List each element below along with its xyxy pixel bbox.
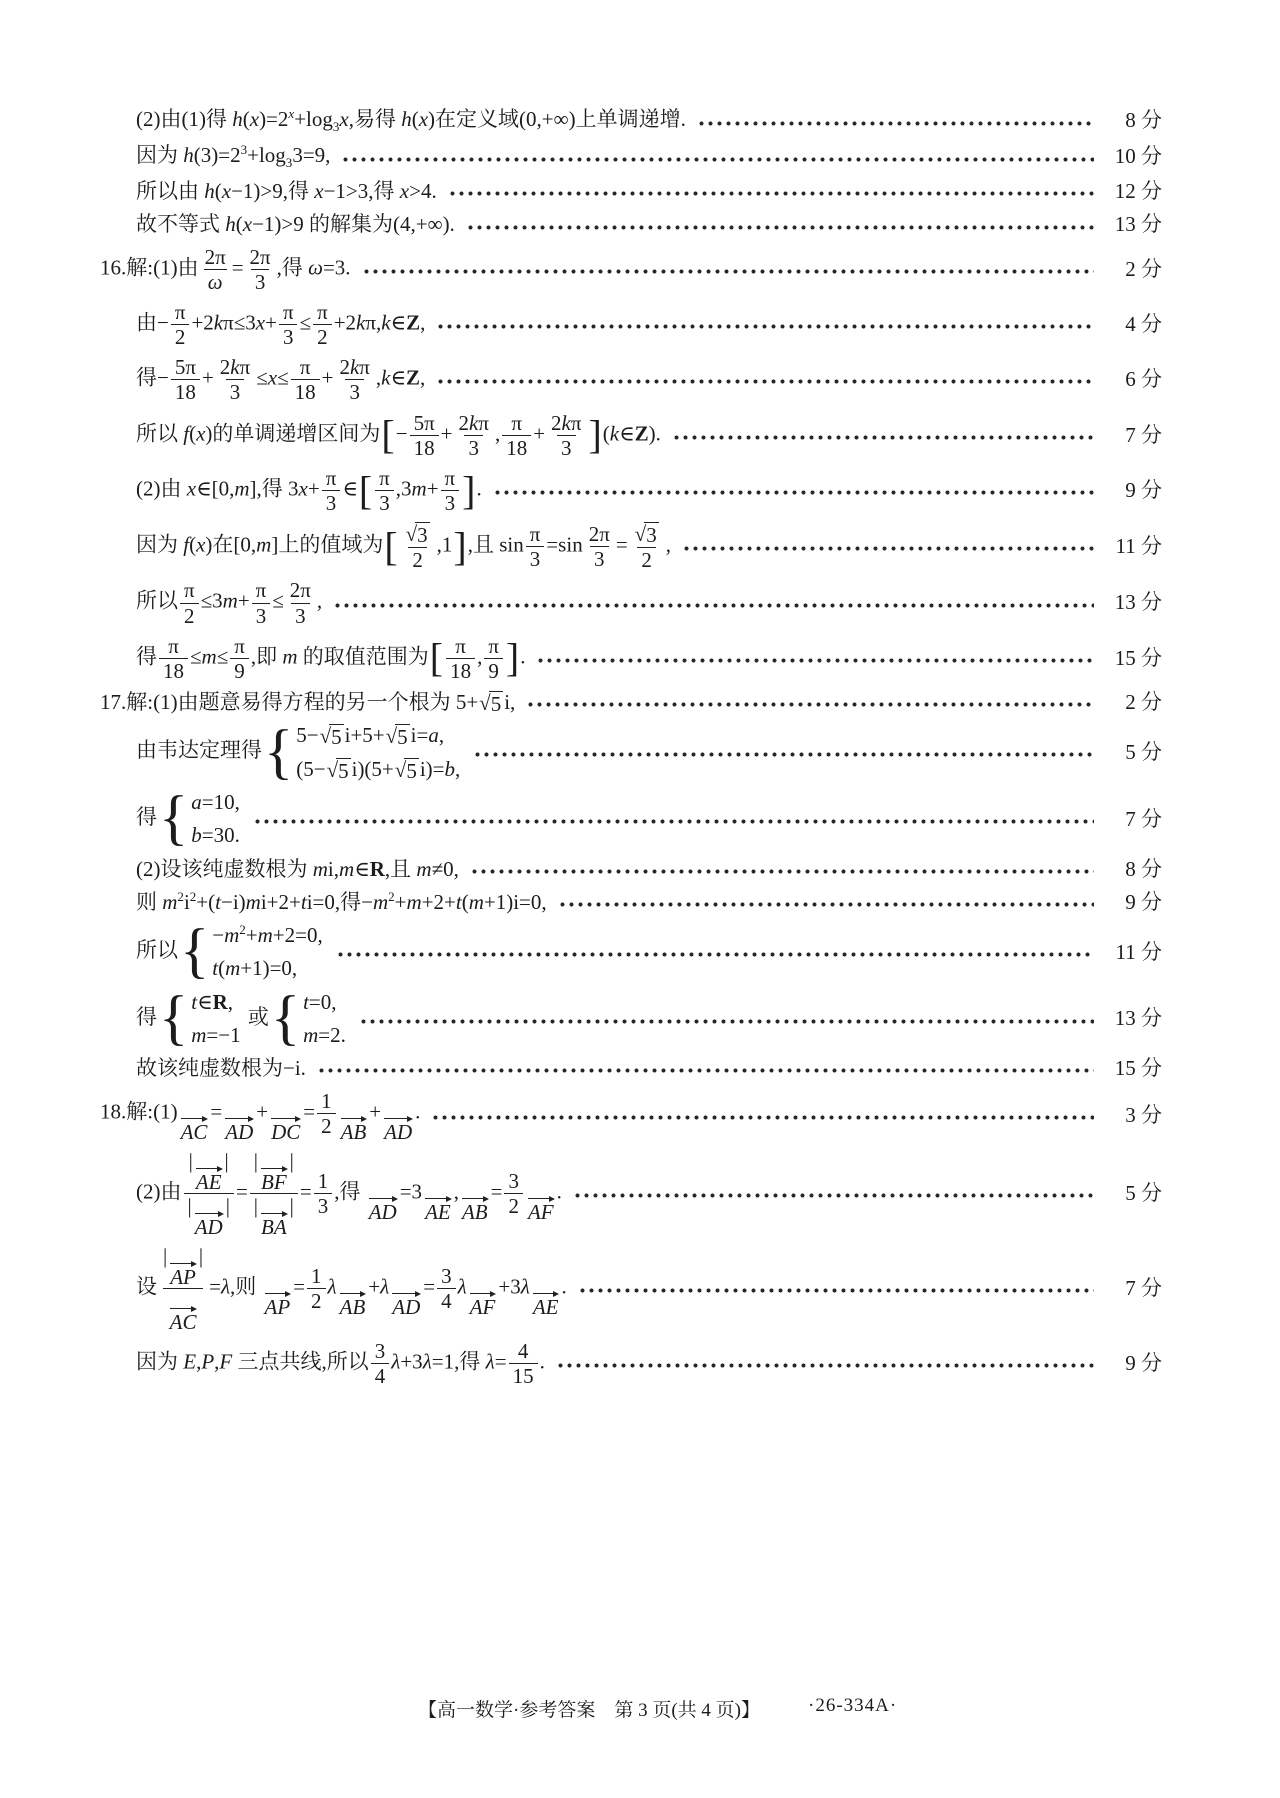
math-line-content: 故不等式 h(x−1)>9 的解集为(4,+∞). [136, 212, 455, 237]
solution-line [100, 142, 1162, 172]
solution-line [100, 689, 1162, 716]
math-line-content: 得− $\frac{5\pi}{18}$ + $\frac{2k\pi}{3}$ ≤x≤ $\frac{\pi}{18}$ + $\frac{2k\pi}{3}$ ,k∈Z, [136, 355, 426, 405]
score-label: 9 分 [1125, 477, 1162, 502]
dotted-leader [437, 378, 1094, 385]
fraction: $\frac{2\pi}{\omega}$ [204, 244, 226, 294]
solution-line [100, 856, 1162, 883]
fraction: $\frac{2k\pi}{3}$ [551, 410, 582, 460]
dotted-leader [449, 190, 1094, 197]
score-label: 5 分 [1125, 1180, 1162, 1205]
math-line-content: 18.解:(1) AC = AD + DC = $\frac{1}{2}$ AB + AD . [100, 1088, 421, 1145]
footer-paper-code: ·26-334A· [808, 1695, 898, 1716]
fraction: $\frac{\pi}{9}$ [230, 634, 249, 683]
fraction: $\frac{\pi}{18}$ [159, 634, 188, 683]
square-root: √ 5 [385, 724, 408, 750]
vector: AD [224, 1113, 254, 1143]
math-line-content: (2)由(1)得 $h(x)=2^x+\log_3x$,易得 h(x)在定义域(0,+∞)上单调递增. [136, 106, 686, 135]
dotted-leader [494, 489, 1094, 496]
square-root: √ 5 [479, 691, 502, 717]
dotted-leader [527, 701, 1094, 708]
score-label: 11 分 [1115, 939, 1162, 964]
score-label: 13 分 [1114, 590, 1162, 615]
score-label: 7 分 [1125, 1275, 1162, 1300]
equation-system: { $-m^2+m+2=0$, t(m+1)=0, [180, 918, 323, 986]
score-label: 4 分 [1125, 312, 1162, 337]
square-root: √ 5 [326, 757, 349, 783]
equation-system: { 5− √ 5 i+5+ √ 5 i=a, (5− √ 5 i)(5+ √ 5 i)=b, [264, 718, 461, 786]
dotted-leader [432, 1114, 1094, 1121]
vector: AB [461, 1193, 489, 1223]
fraction: $\frac{5\pi}{18}$ [171, 355, 200, 404]
fraction: $\frac{4}{15}$ [509, 1339, 538, 1388]
dotted-leader [337, 951, 1094, 958]
math-line-content: 得 { a=10, b=30. [136, 785, 240, 853]
math-line-content: 得 $\frac{\pi}{18}$ ≤m≤ $\frac{\pi}{9}$ ,即 m 的取值范围为[ $\frac{\pi}{18}$ , $\frac{\pi}{9}$ ]. [136, 633, 526, 683]
score-label: 8 分 [1125, 856, 1162, 881]
fraction: $\frac{\pi}{3}$ [375, 466, 394, 515]
dotted-leader [334, 602, 1094, 609]
vector: AC [180, 1113, 209, 1143]
solution-line [100, 1339, 1162, 1388]
fraction: $\frac{2\pi}{3}$ [249, 244, 271, 294]
math-line-content: 由− $\frac{\pi}{2}$ +2kπ≤3x+ $\frac{\pi}{3}$ ≤ $\frac{\pi}{2}$ +2kπ,k∈Z, [136, 300, 426, 350]
math-line-content: 17.解:(1)由题意易得方程的另一个根为 5+ √ 5 i, [100, 690, 516, 717]
score-label: 9 分 [1125, 1351, 1162, 1376]
score-label: 9 分 [1125, 889, 1162, 914]
solution-line [100, 106, 1162, 136]
math-line-content: 16.解:(1)由 $\frac{2\pi}{\omega}$ = $\frac{2\pi}{3}$ ,得 ω=3. [100, 244, 351, 294]
math-line-content: 所以由 h(x−1)>9,得 x−1>3,得 x>4. [136, 179, 437, 204]
solution-line [100, 918, 1162, 986]
solution-line [100, 466, 1162, 515]
fraction: $\frac{\pi}{3}$ [279, 300, 298, 349]
vector: DC [270, 1113, 301, 1143]
solution-line [100, 411, 1162, 460]
dotted-leader [360, 1018, 1094, 1025]
fraction: $\frac{2\pi}{3}$ [289, 578, 311, 628]
dotted-leader [437, 323, 1094, 330]
fraction: √ 3 2 [634, 522, 657, 573]
vector: AB [339, 1288, 367, 1318]
equation-system: { t∈R, m=−1 [159, 985, 241, 1052]
score-label: 11 分 [1115, 534, 1162, 559]
math-line-content: 则 $m^2i^2+(t-i)mi+2+ti=0$,得$-m^2+m+2+t(m+1)i=0$, [136, 888, 547, 914]
fraction: | AP | AC [163, 1244, 204, 1335]
solution-line [100, 718, 1162, 786]
score-label: 10 分 [1114, 144, 1162, 169]
dotted-leader [673, 434, 1094, 441]
square-root: √ 3 [405, 522, 428, 548]
fraction: $\frac{5\pi}{18}$ [410, 411, 439, 460]
fraction: $\frac{3}{4}$ [437, 1264, 456, 1313]
solution-line [100, 578, 1162, 627]
math-line-content: 由韦达定理得 { 5− √ 5 i+5+ √ 5 i=a, (5− √ 5 i)(5+ √ 5 i)=b, [136, 718, 461, 786]
vector: AE [424, 1193, 452, 1223]
dotted-leader [557, 1362, 1094, 1369]
solution-line [100, 1149, 1162, 1238]
fraction: $\frac{\pi}{9}$ [484, 634, 503, 683]
math-line-content: 所以 { $-m^2+m+2=0$, t(m+1)=0, [136, 918, 323, 986]
fraction: $\frac{2k\pi}{3}$ [219, 355, 251, 405]
fraction: $\frac{1}{2}$ [307, 1264, 326, 1313]
fraction: | AE | | AD | [184, 1149, 234, 1238]
equation-system: { a=10, b=30. [159, 785, 240, 853]
fraction: $\frac{2\pi}{3}$ [588, 522, 610, 572]
score-label: 6 分 [1125, 367, 1162, 392]
math-line-content: 得 { t∈R, m=−1 或 { t=0, m=2. [136, 985, 346, 1052]
fraction: $\frac{\pi}{3}$ [252, 578, 271, 627]
vector: AP [264, 1288, 292, 1318]
math-line-content: (2)由 | AE | | AD | = | BF | | BA | = $\frac{1}{3}$ ,得 AD =3 AE , AB = $\frac{3}{2}$ AF . [136, 1149, 562, 1240]
score-label: 5 分 [1125, 739, 1162, 764]
dotted-leader [574, 1192, 1094, 1199]
square-root: √ 3 [634, 522, 657, 548]
vector: AD [391, 1288, 421, 1318]
score-label: 7 分 [1125, 806, 1162, 831]
dotted-leader [537, 657, 1094, 664]
solution-line [100, 211, 1162, 238]
math-line-content: 因为 E,P,F 三点共线,所以 $\frac{3}{4}$ λ+3λ=1,得 λ= $\frac{4}{15}$ . [136, 1339, 545, 1389]
fraction: | BF | | BA | [250, 1149, 298, 1238]
fraction: $\frac{\pi}{2}$ [180, 578, 199, 627]
solution-line [100, 1244, 1162, 1333]
page-footer [0, 1695, 1280, 1725]
score-label: 15 分 [1114, 1056, 1162, 1081]
vector: BA [260, 1208, 288, 1238]
fraction: $\frac{\pi}{2}$ [171, 300, 190, 349]
dotted-leader [559, 901, 1094, 908]
fraction: $\frac{\pi}{3}$ [441, 466, 460, 515]
fraction: $\frac{1}{2}$ [317, 1089, 336, 1138]
solution-line [100, 634, 1162, 683]
equation-system: { t=0, m=2. [270, 985, 346, 1052]
score-label: 15 分 [1114, 645, 1162, 670]
score-label: 3 分 [1125, 1103, 1162, 1128]
score-label: 2 分 [1125, 690, 1162, 715]
math-line-content: 因为 $h(3)=2^3+\log_33=9$, [136, 142, 331, 171]
vector: AC [169, 1303, 198, 1333]
square-root: √ 5 [394, 757, 417, 783]
math-line-content: 所以 $\frac{\pi}{2}$ ≤3m+ $\frac{\pi}{3}$ ≤ $\frac{2\pi}{3}$ , [136, 578, 323, 628]
vector: AF [469, 1288, 497, 1318]
solution-line [100, 985, 1162, 1052]
solution-line [100, 355, 1162, 404]
dotted-leader [579, 1287, 1094, 1294]
solution-line [100, 1089, 1162, 1143]
math-line-content: (2)由 x∈[0,m],得 3x+ $\frac{\pi}{3}$ ∈[ $\frac{\pi}{3}$ ,3m+ $\frac{\pi}{3}$ ]. [136, 465, 482, 516]
footer-page-info: 【高一数学·参考答案 第 3 页(共 4 页)】 [418, 1700, 760, 1721]
math-line-content: (2)设该纯虚数根为 mi,m∈R,且 m≠0, [136, 856, 459, 881]
vector: AE [195, 1163, 223, 1193]
solution-line [100, 889, 1162, 916]
dotted-leader [342, 156, 1094, 163]
score-label: 12 分 [1114, 179, 1162, 204]
vector: AP [169, 1258, 197, 1288]
math-line-content: 因为 f(x)在[0,m]上的值域为[ √ 3 2 ,1],且 sin $\frac{\pi}{3}$ =sin $\frac{2\pi}{3}$ = √ 3 2 , [136, 522, 671, 573]
score-label: 7 分 [1125, 422, 1162, 447]
solution-line [100, 785, 1162, 853]
score-label: 8 分 [1125, 108, 1162, 133]
dotted-leader [698, 120, 1094, 127]
dotted-leader [474, 751, 1094, 758]
fraction: $\frac{\pi}{3}$ [322, 466, 341, 515]
dotted-leader [471, 868, 1094, 875]
dotted-leader [683, 545, 1094, 552]
fraction: $\frac{3}{4}$ [371, 1339, 390, 1388]
answers-content [100, 100, 1162, 1394]
square-root: √ 5 [319, 724, 342, 750]
fraction: $\frac{\pi}{2}$ [313, 300, 332, 349]
score-label: 13 分 [1114, 1006, 1162, 1031]
dotted-leader [363, 268, 1094, 275]
fraction: $\frac{\pi}{18}$ [291, 355, 320, 404]
solution-line [100, 1055, 1162, 1082]
vector: BF [260, 1163, 288, 1193]
score-label: 13 分 [1114, 212, 1162, 237]
dotted-leader [254, 818, 1094, 825]
vector: AD [194, 1208, 224, 1238]
vector: AB [340, 1113, 368, 1143]
solution-line [100, 521, 1162, 572]
dotted-leader [318, 1067, 1094, 1074]
fraction: $\frac{1}{3}$ [314, 1169, 333, 1218]
math-line-content: 所以 f(x)的单调递增区间为[− $\frac{5\pi}{18}$ + $\frac{2k\pi}{3}$ , $\frac{\pi}{18}$ + $\frac{2k\pi}{3}$ ](k∈Z). [136, 410, 661, 460]
solution-line [100, 178, 1162, 205]
math-line-content: 设 | AP | AC =λ,则 AP = $\frac{1}{2}$ λ AB +λ AD = $\frac{3}{4}$ λ AF +3λ AE . [136, 1244, 567, 1335]
fraction: $\frac{2k\pi}{3}$ [458, 410, 489, 460]
fraction: $\frac{\pi}{18}$ [446, 634, 475, 683]
vector: AD [368, 1193, 398, 1223]
fraction: √ 3 2 [405, 522, 428, 573]
vector: AE [532, 1288, 560, 1318]
math-line-content: 故该纯虚数根为−i. [136, 1056, 306, 1081]
solution-line [100, 245, 1162, 294]
fraction: $\frac{3}{2}$ [504, 1169, 523, 1218]
vector: AF [527, 1193, 555, 1223]
score-label: 2 分 [1125, 256, 1162, 281]
solution-line [100, 300, 1162, 349]
fraction: $\frac{2k\pi}{3}$ [339, 355, 370, 405]
fraction: $\frac{\pi}{3}$ [526, 522, 545, 571]
vector: AD [383, 1113, 413, 1143]
fraction: $\frac{\pi}{18}$ [502, 411, 531, 460]
dotted-leader [467, 224, 1094, 231]
